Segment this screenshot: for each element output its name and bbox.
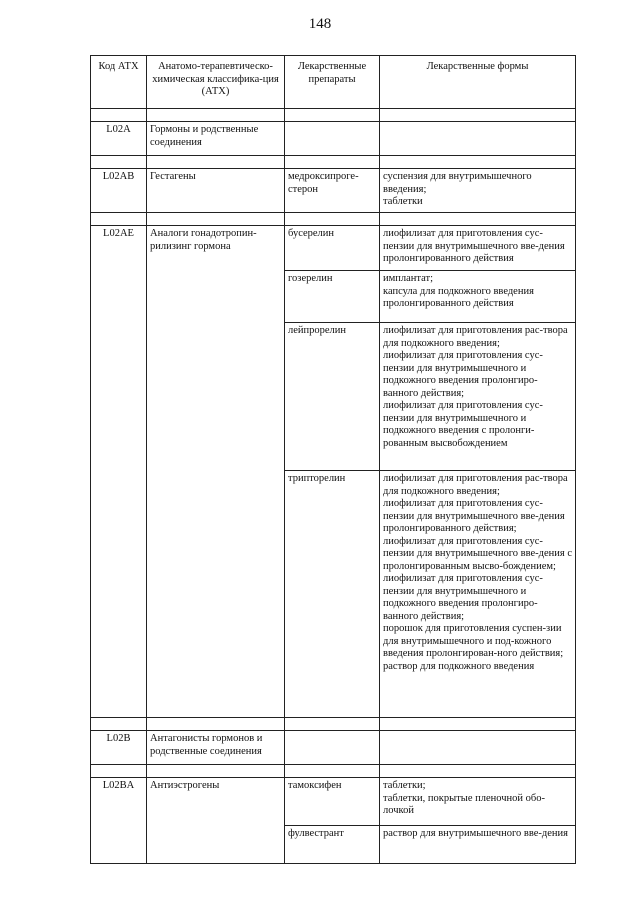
atx-table <box>90 55 576 864</box>
form-line: таблетки, покрытые пленочной обо-лочкой <box>383 792 545 816</box>
code-cell: L02AB <box>91 169 147 213</box>
drug-cell: лейпрорелин <box>285 323 380 471</box>
form-line: лиофилизат для приготовления рас-твора для подкожного введения; <box>383 473 568 497</box>
spacer-row <box>91 765 576 778</box>
drug-cell: трипторелин <box>285 471 380 718</box>
form-line: таблетки; <box>383 780 426 791</box>
form-line: лиофилизат для приготовления сус-пензии для внутримышечного и подкожного введения пролонгиро-ванного действия; <box>383 573 543 622</box>
spacer-row <box>91 718 576 731</box>
form-line: лиофилизат для приготовления сус-пензии для внутримышечного и подкожного введения пролонгиро-ванного действия; <box>383 350 543 399</box>
spacer-row <box>91 156 576 169</box>
forms-cell <box>380 271 576 323</box>
form-line: имплантат; <box>383 273 434 284</box>
form-line: порошок для приготовления суспен-зии для внутримышечного и под-кожного введения пролонгирован-ного действия; <box>383 623 564 659</box>
form-line: лиофилизат для приготовления рас-твора для подкожного введения; <box>383 325 568 349</box>
table-row-l02ba <box>91 778 576 826</box>
header-classification: Анатомо-терапевтическо-химическая классифика-ция (АТХ) <box>147 56 285 109</box>
form-line: раствор для внутримышечного вве-дения <box>383 828 568 839</box>
forms-cell <box>380 826 576 864</box>
spacer-row <box>91 109 576 122</box>
classification-cell: Аналоги гонадотропин-рилизинг гормона <box>147 226 285 718</box>
table-row-l02a <box>91 122 576 156</box>
table-row-l02ab <box>91 169 576 213</box>
page-number: 148 <box>308 16 332 32</box>
drug-cell: бусерелин <box>285 226 380 271</box>
form-line: лиофилизат для приготовления сус-пензии для внутримышечного и подкожного введения с пролонги-рованным высвобождением <box>383 400 543 449</box>
drug-cell: тамоксифен <box>285 778 380 826</box>
form-line: капсула для подкожного введения пролонгированного действия <box>383 285 534 309</box>
drug-cell <box>285 122 380 156</box>
code-cell: L02AE <box>91 226 147 718</box>
form-line: лиофилизат для приготовления сус-пензии для внутримышечного вве-дения пролонгированного действия <box>383 228 565 264</box>
form-line: раствор для подкожного введения <box>383 660 535 672</box>
code-cell: L02BA <box>91 778 147 864</box>
forms-cell <box>380 169 576 213</box>
drug-cell <box>285 731 380 765</box>
forms-cell <box>380 731 576 765</box>
table-row-l02b <box>91 731 576 765</box>
table-header-row <box>91 56 576 109</box>
classification-cell: Антагонисты гормонов и родственные соединения <box>147 731 285 765</box>
table-row-l02ae <box>91 226 576 271</box>
form-line: суспензия для внутримышечного введения; <box>383 171 532 195</box>
drug-cell: медроксипроге-стерон <box>285 169 380 213</box>
form-line: таблетки <box>383 196 423 207</box>
forms-cell <box>380 122 576 156</box>
drug-cell: гозерелин <box>285 271 380 323</box>
code-cell: L02B <box>91 731 147 765</box>
forms-cell <box>380 778 576 826</box>
form-line: лиофилизат для приготовления сус-пензии для внутримышечного вве-дения с пролонгированным высво-бождением; <box>383 535 572 572</box>
code-cell: L02A <box>91 122 147 156</box>
forms-cell <box>380 226 576 271</box>
form-line: лиофилизат для приготовления сус-пензии для внутримышечного вве-дения пролонгированного действия; <box>383 498 565 534</box>
forms-cell <box>380 471 576 718</box>
header-drugs: Лекарственные препараты <box>285 56 380 109</box>
classification-cell: Гормоны и родственные соединения <box>147 122 285 156</box>
classification-cell: Гестагены <box>147 169 285 213</box>
header-code: Код АТХ <box>91 56 147 109</box>
classification-cell: Антиэстрогены <box>147 778 285 864</box>
forms-cell <box>380 323 576 471</box>
drug-cell: фулвестрант <box>285 826 380 864</box>
header-forms: Лекарственные формы <box>380 56 576 109</box>
spacer-row <box>91 213 576 226</box>
